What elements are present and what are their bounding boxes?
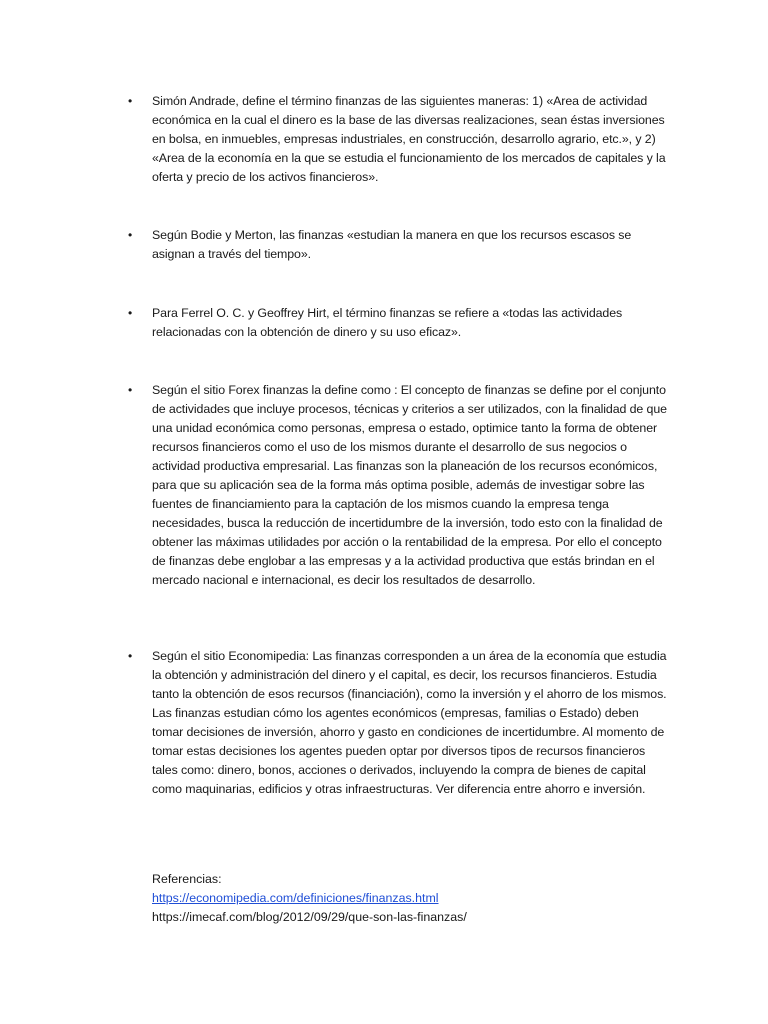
- list-item-text: [152, 304, 668, 342]
- paragraph: Según Bodie y Merton, las finanzas «estudian la manera en que los recursos escasos se asignan a través del tiempo».: [152, 228, 632, 261]
- paragraph: Simón Andrade, define el término finanzas de las siguientes maneras: 1) «Area de actividad económica en la cual el dinero es la base de las diversas realizaciones, sean éstas inversiones en bolsa, en inmuebles, empresas industriales, en construcción, desarrollo agrario, etc.», y 2) «Area de la economía en la que se estudia el funcionamiento de los mercados de capitales y la oferta y precio de los activos financieros».: [152, 94, 666, 184]
- list-item: [128, 304, 668, 342]
- list-item: [128, 381, 668, 590]
- list-item: [128, 647, 668, 799]
- list-item: [128, 92, 668, 187]
- bullet: •: [128, 94, 133, 108]
- bullet: •: [128, 228, 133, 242]
- list-item-text: [152, 226, 668, 264]
- paragraph: Según el sitio Economipedia: Las finanzas corresponden a un área de la economía que estudia la obtención y administración del dinero y el capital, es decir, los recursos financieros. Estudia tanto la obtención de esos recursos (financiación), como la inversión y el ahorro de los mismos.: [152, 649, 667, 701]
- bullet: •: [128, 306, 133, 320]
- paragraph: Según el sitio Forex finanzas la define como : El concepto de finanzas se define por el conjunto de actividades que incluye procesos, técnicas y criterios a ser utilizados, con la finalidad de que una unidad económica como personas, empresa o estado, optimice tanto la forma de obtener recursos financieros como el uso de los mismos durante el desarrollo de sus negocios o actividad productiva empresarial. Las finanzas son la planeación de los recursos económicos, para que su aplicación sea de la forma más optima posible, además de investigar sobre las fuentes de financiamiento para la captación de los mismos cuando la empresa tenga necesidades, busca la reducción de incertidumbre de la inversión, todo esto con la finalidad de obtener las máximas utilidades por acción o la rentabilidad de la empresa. Por ello el concepto de finanzas debe englobar a las empresas y a la actividad productiva que estás brindan en el mercado nacional e internacional, es decir los resultados de desarrollo.: [152, 383, 667, 587]
- references-heading: Referencias:: [152, 872, 222, 886]
- bullet: •: [128, 649, 133, 663]
- bullet: •: [128, 383, 133, 397]
- paragraph: Las finanzas estudian cómo los agentes económicos (empresas, familias o Estado) deben tomar decisiones de inversión, ahorro y gasto en condiciones de incertidumbre. Al momento de tomar estas decisiones los agentes pueden optar por diversos tipos de recursos financieros tales como: dinero, bonos, acciones o derivados, incluyendo la compra de bienes de capital como maquinarias, edificios y otras infraestructuras. Ver diferencia entre ahorro e inversión.: [152, 706, 665, 796]
- reference-link[interactable]: https://economipedia.com/definiciones/finanzas.html: [152, 891, 439, 905]
- reference-url: https://imecaf.com/blog/2012/09/29/que-son-las-finanzas/: [152, 910, 467, 924]
- list-item: [128, 226, 668, 264]
- list-item-text: [152, 381, 668, 590]
- references: [152, 870, 467, 927]
- list-item-text: [152, 92, 668, 187]
- list-item-text: [152, 647, 668, 799]
- paragraph: Para Ferrel O. C. y Geoffrey Hirt, el término finanzas se refiere a «todas las actividades relacionadas con la obtención de dinero y su uso eficaz».: [152, 306, 623, 339]
